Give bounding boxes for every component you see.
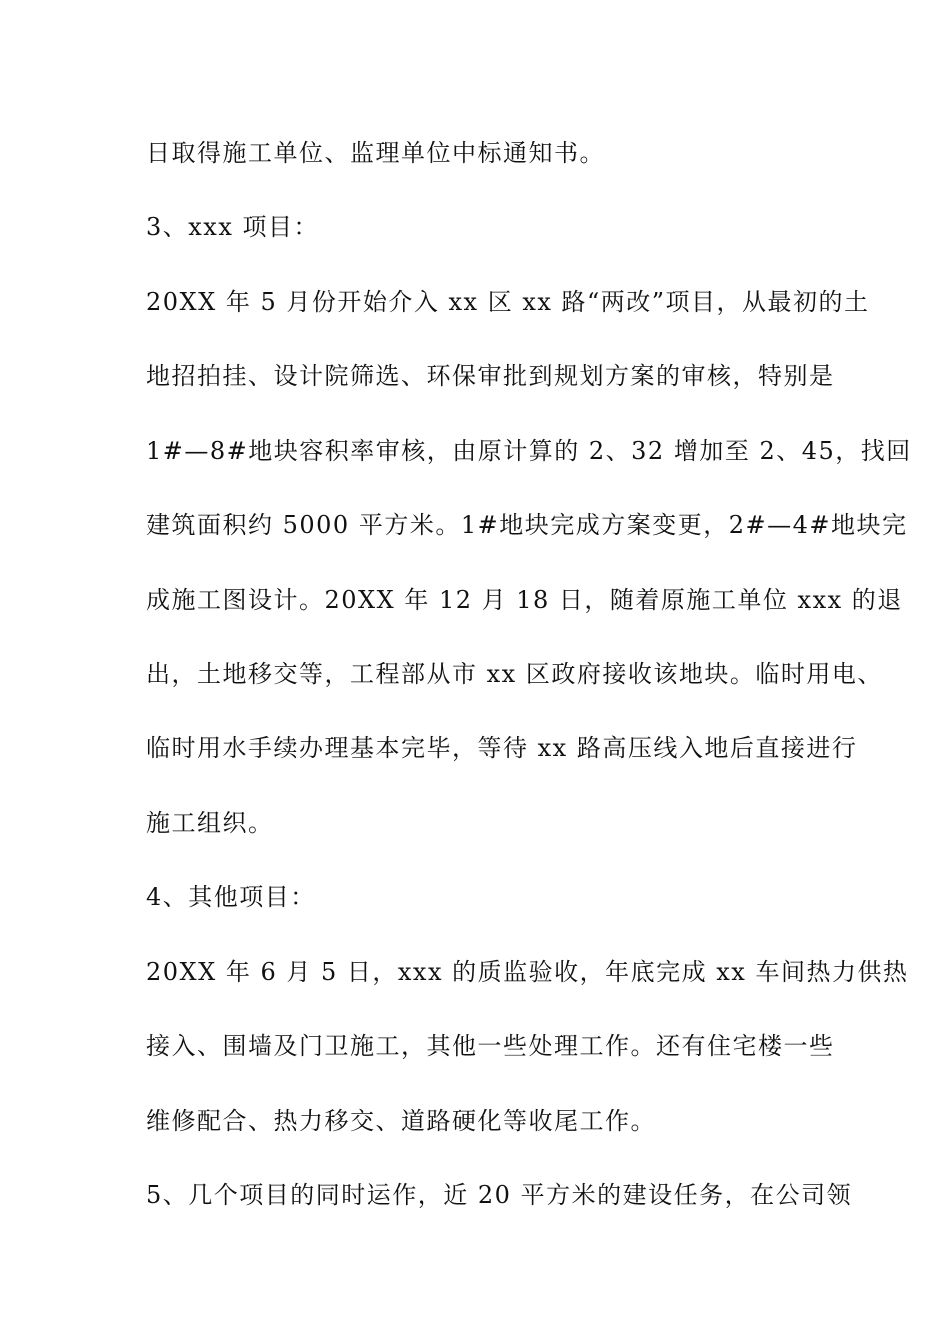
text-line: 20XX 年 6 月 5 日，xxx 的质监验收，年底完成 xx 车间热力供热 — [146, 958, 909, 986]
text-line: 日取得施工单位、监理单位中标通知书。 — [146, 139, 605, 167]
section-heading: 4、其他项目： — [146, 883, 316, 911]
text-line: 施工组织。 — [146, 809, 274, 837]
text-line: 接入、围墙及门卫施工，其他一些处理工作。还有住宅楼一些 — [146, 1032, 835, 1060]
text-line: 建筑面积约 5000 平方米。1#地块完成方案变更，2#—4#地块完 — [146, 511, 908, 539]
text-line: 1#—8#地块容积率审核，由原计算的 2、32 增加至 2、45，找回 — [146, 437, 912, 465]
section-heading: 3、xxx 项目： — [146, 213, 320, 241]
text-line: 20XX 年 5 月份开始介入 xx 区 xx 路“两改”项目，从最初的土 — [146, 288, 870, 316]
text-line: 5、几个项目的同时运作，近 20 平方米的建设任务，在公司领 — [146, 1181, 853, 1209]
text-line: 维修配合、热力移交、道路硬化等收尾工作。 — [146, 1107, 656, 1135]
text-line: 地招拍挂、设计院筛选、环保审批到规划方案的审核，特别是 — [146, 362, 835, 390]
text-line: 临时用水手续办理基本完毕，等待 xx 路高压线入地后直接进行 — [146, 734, 858, 762]
text-line: 成施工图设计。20XX 年 12 月 18 日，随着原施工单位 xxx 的退 — [146, 586, 903, 614]
text-line: 出，土地移交等，工程部从市 xx 区政府接收该地块。临时用电、 — [146, 660, 883, 688]
